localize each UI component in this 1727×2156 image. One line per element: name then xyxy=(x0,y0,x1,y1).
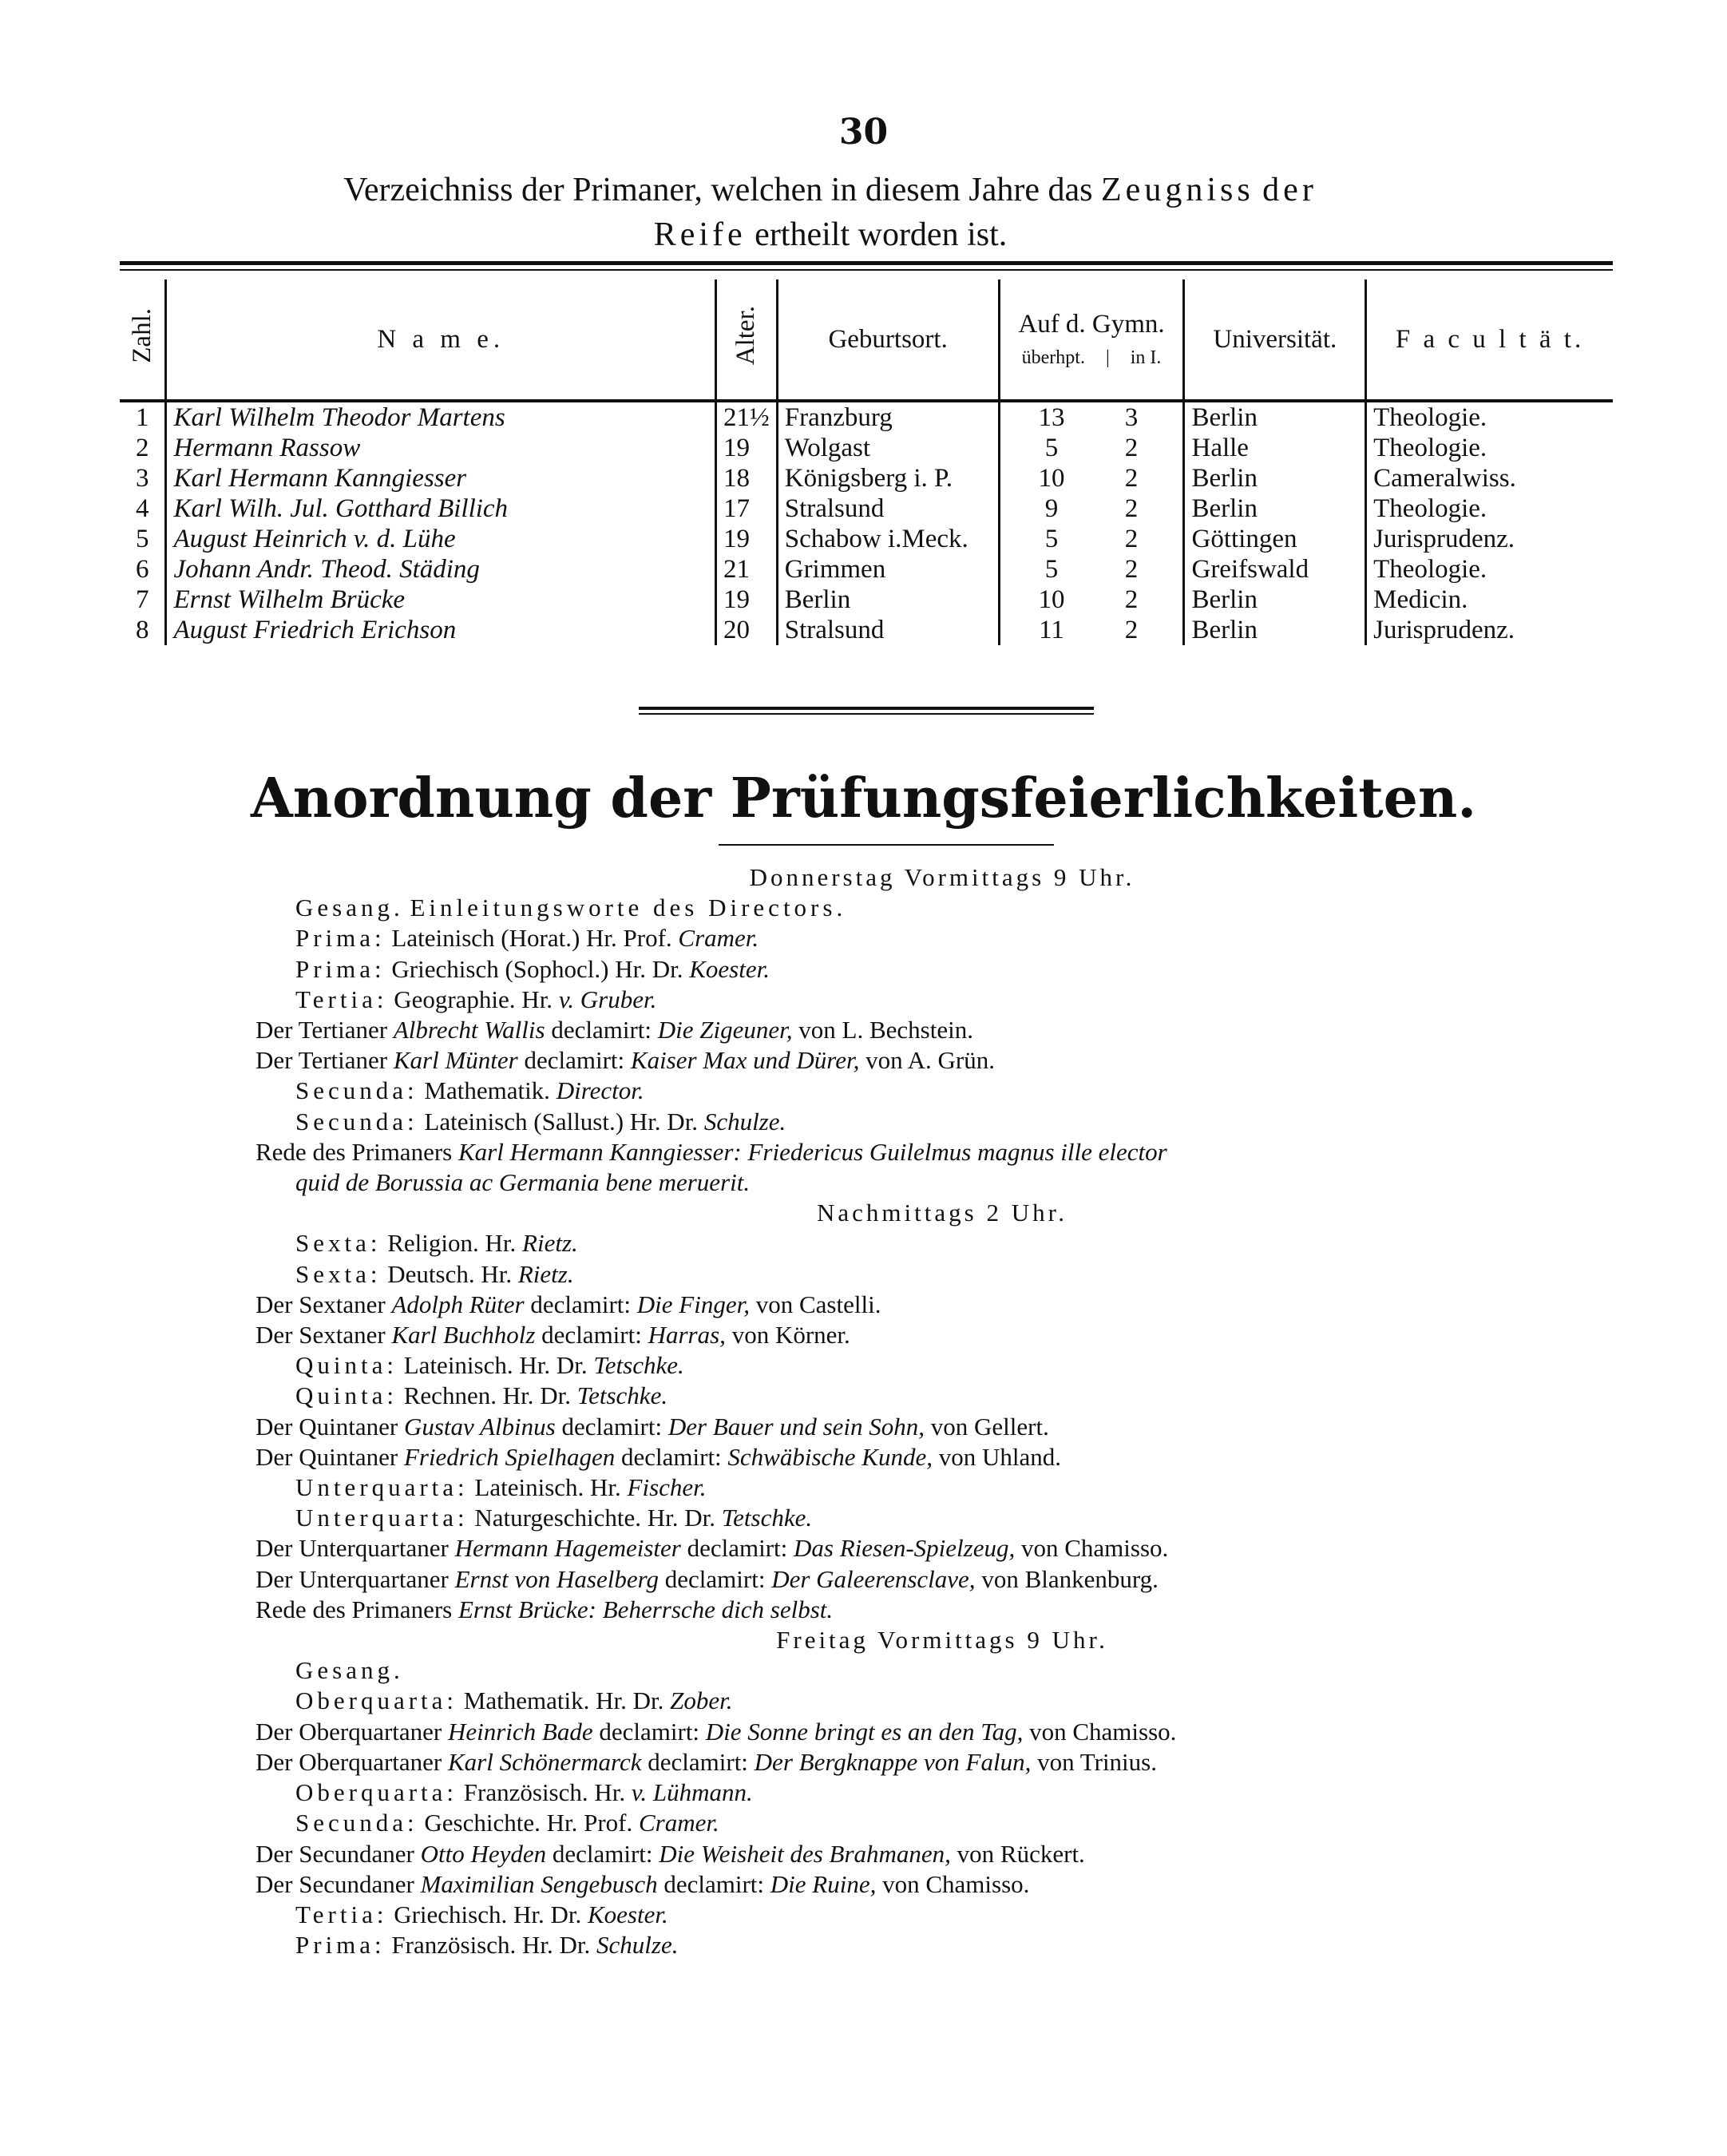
program-line: Prima: Lateinisch (Horat.) Hr. Prof. Cramer. xyxy=(295,924,759,953)
header-name: N a m e. xyxy=(166,279,716,401)
heading-text: Verzeichniss der Primaner, welchen in diesem Jahre das xyxy=(343,172,1093,208)
program-line: Quinta: Rechnen. Hr. Dr. Tetschke. xyxy=(295,1381,668,1410)
program-line: Oberquarta: Französisch. Hr. v. Lühmann. xyxy=(295,1778,753,1807)
program-line: Der Quintaner Gustav Albinus declamirt: Der Bauer und sein Sohn, von Gellert. xyxy=(255,1412,1049,1441)
list-heading xyxy=(120,168,1541,257)
program-heading: Donnerstag Vormittags 9 Uhr. xyxy=(749,863,1135,891)
table-row: 4 Karl Wilh. Jul. Gotthard Billich 17 Stralsund 9 2 Berlin Theologie. xyxy=(120,493,1613,524)
main-title: Anordnung der Prüfungsfeierlichkeiten. xyxy=(250,767,1477,830)
program-line: Der Tertianer Albrecht Wallis declamirt: Die Zigeuner, von L. Bechstein. xyxy=(255,1016,973,1044)
program-line: Tertia: Geographie. Hr. v. Gruber. xyxy=(295,985,657,1013)
program-line: Quinta: Lateinisch. Hr. Dr. Tetschke. xyxy=(295,1351,684,1380)
rule xyxy=(639,707,1094,710)
program-line: Secunda: Mathematik. Director. xyxy=(295,1076,644,1105)
program-heading: Freitag Vormittags 9 Uhr. xyxy=(776,1626,1108,1655)
program-line: Der Secundaner Otto Heyden declamirt: Die Weisheit des Brahmanen, von Rückert. xyxy=(255,1839,1085,1868)
program-line: Der Unterquartaner Ernst von Haselberg declamirt: Der Galeerensclave, von Blankenburg. xyxy=(255,1564,1159,1593)
program-line: Der Sextaner Adolph Rüter declamirt: Die Finger, von Castelli. xyxy=(255,1290,881,1318)
program-line: Prima: Französisch. Hr. Dr. Schulze. xyxy=(295,1931,679,1960)
program-line: Rede des Primaners Karl Hermann Kanngiesser: Friedericus Guilelmus magnus ille elector xyxy=(255,1137,1167,1166)
page-number: 30 xyxy=(838,112,889,153)
header-zahl: Zahl. xyxy=(120,279,166,401)
header-gymn: Auf d. Gymn. überhpt. | in I. xyxy=(999,279,1184,401)
program-line: Unterquarta: Naturgeschichte. Hr. Dr. Tetschke. xyxy=(295,1504,813,1532)
program-line: Tertia: Griechisch. Hr. Dr. Koester. xyxy=(295,1900,668,1928)
table-row: 6 Johann Andr. Theod. Städing 21 Grimmen 5 2 Greifswald Theologie. xyxy=(120,554,1613,585)
table-row: 5 August Heinrich v. d. Lühe 19 Schabow i.Meck. 5 2 Göttingen Jurisprudenz. xyxy=(120,524,1613,554)
rule xyxy=(639,713,1094,715)
primaner-table xyxy=(120,279,1613,645)
program-line: Der Quintaner Friedrich Spielhagen declamirt: Schwäbische Kunde, von Uhland. xyxy=(255,1442,1062,1471)
table-row: 7 Ernst Wilhelm Brücke 19 Berlin 10 2 Berlin Medicin. xyxy=(120,585,1613,615)
heading-der: der xyxy=(1262,172,1317,208)
program-line: Secunda: Lateinisch (Sallust.) Hr. Dr. Schulze. xyxy=(295,1107,786,1135)
program-line: Unterquarta: Lateinisch. Hr. Fischer. xyxy=(295,1473,707,1502)
program-line: Der Sextaner Karl Buchholz declamirt: Harras, von Körner. xyxy=(255,1321,850,1349)
program-line: Rede des Primaners Ernst Brücke: Beherrsche dich selbst. xyxy=(255,1595,834,1623)
rule xyxy=(120,261,1613,265)
table-row: 2 Hermann Rassow 19 Wolgast 5 2 Halle Theologie. xyxy=(120,433,1613,463)
program-line: Sexta: Deutsch. Hr. Rietz. xyxy=(295,1259,574,1288)
program-line: Sexta: Religion. Hr. Rietz. xyxy=(295,1229,578,1258)
heading-text-2: ertheilt worden ist. xyxy=(755,216,1008,253)
heading-zeugniss: Zeugniss xyxy=(1101,172,1254,208)
header-geburtsort: Geburtsort. xyxy=(777,279,999,401)
heading-reife: Reife xyxy=(653,216,747,253)
header-universitat: Universität. xyxy=(1184,279,1366,401)
program-line: Gesang. xyxy=(295,1656,404,1685)
table-row: 1 Karl Wilhelm Theodor Martens 21½ Franzburg 13 3 Berlin Theologie. xyxy=(120,401,1613,433)
rule xyxy=(719,844,1054,846)
program-line: Der Unterquartaner Hermann Hagemeister declamirt: Das Riesen-Spielzeug, von Chamisso. xyxy=(255,1534,1169,1563)
table-row: 3 Karl Hermann Kanngiesser 18 Königsberg i. P. 10 2 Berlin Cameralwiss. xyxy=(120,463,1613,493)
program-line: Secunda: Geschichte. Hr. Prof. Cramer. xyxy=(295,1809,719,1837)
program-line: Der Secundaner Maximilian Sengebusch declamirt: Die Ruine, von Chamisso. xyxy=(255,1869,1030,1898)
program-line: quid de Borussia ac Germania bene meruerit. xyxy=(295,1168,751,1197)
program-line: Prima: Griechisch (Sophocl.) Hr. Dr. Koester. xyxy=(295,954,770,983)
header-facultat: F a c u l t ä t. xyxy=(1366,279,1613,401)
header-alter: Alter. xyxy=(715,279,777,401)
program-line: Gesang. Einleitungsworte des Directors. xyxy=(295,894,847,922)
table-header-row xyxy=(120,279,1613,401)
program-line: Oberquarta: Mathematik. Hr. Dr. Zober. xyxy=(295,1686,733,1715)
program xyxy=(240,862,1645,1960)
program-line: Der Oberquartaner Karl Schönermarck declamirt: Der Bergknappe von Falun, von Trinius. xyxy=(255,1747,1157,1776)
program-line: Der Oberquartaner Heinrich Bade declamirt: Die Sonne bringt es an den Tag, von Chamisso. xyxy=(255,1717,1177,1746)
rule xyxy=(120,269,1613,271)
program-line: Der Tertianer Karl Münter declamirt: Kaiser Max und Dürer, von A. Grün. xyxy=(255,1046,995,1075)
program-heading: Nachmittags 2 Uhr. xyxy=(817,1199,1067,1227)
table-row: 8 August Friedrich Erichson 20 Stralsund 11 2 Berlin Jurisprudenz. xyxy=(120,615,1613,645)
